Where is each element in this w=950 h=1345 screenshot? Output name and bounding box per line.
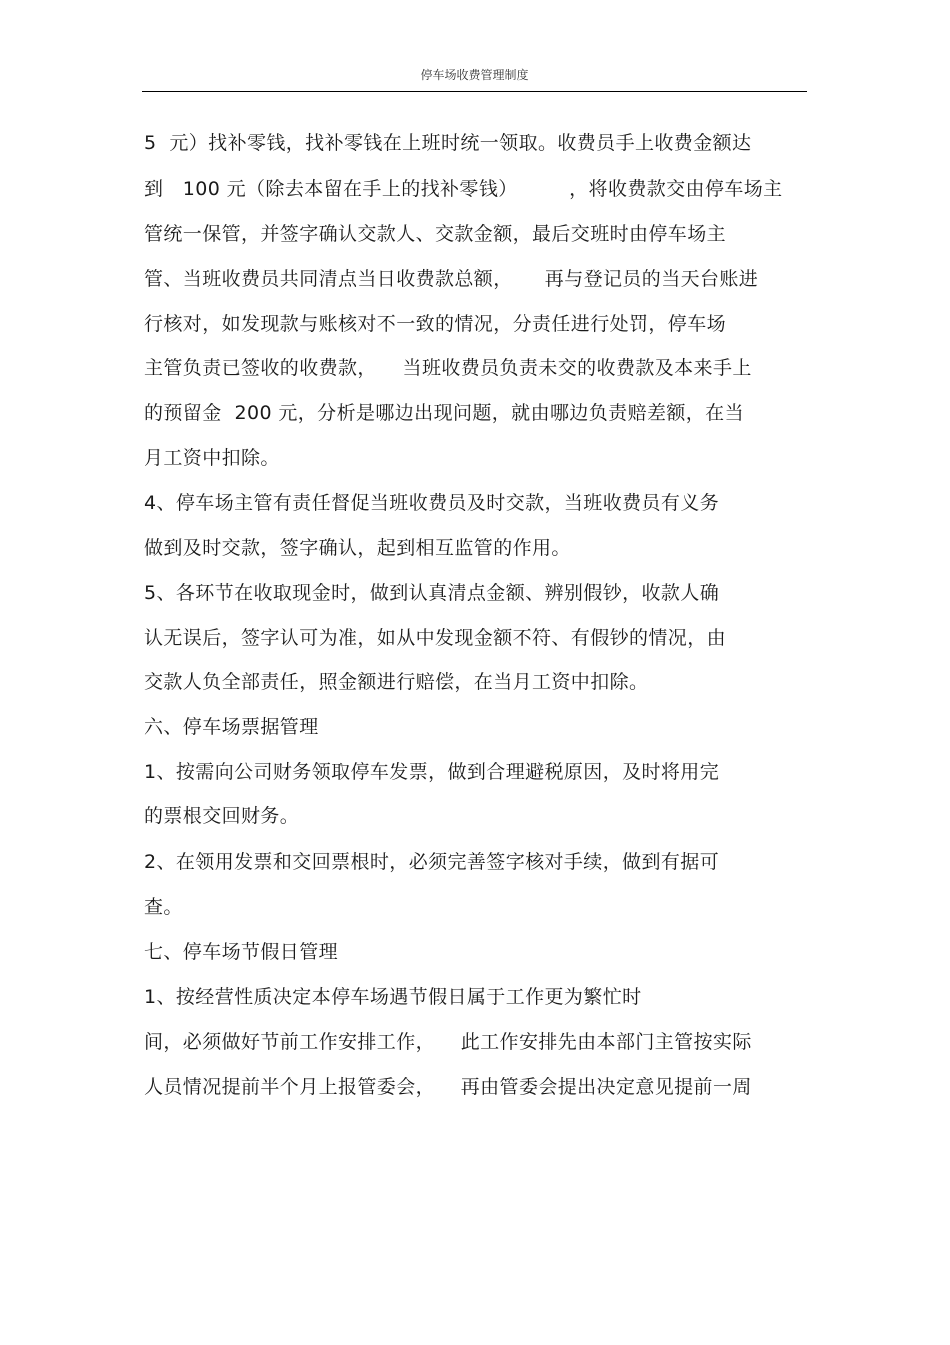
text-line: 5 元）找补零钱，找补零钱在上班时统一领取。收费员手上收费金额达 <box>144 132 752 154</box>
text-line: 1、按经营性质决定本停车场遇节假日属于工作更为繁忙时 <box>144 986 642 1008</box>
text-line: 交款人负全部责任，照金额进行赔偿，在当月工资中扣除。 <box>144 671 649 693</box>
text-line: 行核对，如发现款与账核对不一致的情况，分责任进行处罚，停车场 <box>144 313 727 335</box>
page-header: 停车场收费管理制度 <box>420 68 529 82</box>
text-line: 管、当班收费员共同清点当日收费款总额， 再与登记员的当天台账进 <box>144 268 759 290</box>
text-line: 管统一保管，并签字确认交款人、交款金额，最后交班时由停车场主 <box>144 223 727 245</box>
text-line: 间，必须做好节前工作安排工作， 此工作安排先由本部门主管按实际 <box>144 1031 752 1053</box>
text-line: 人员情况提前半个月上报管委会， 再由管委会提出决定意见提前一周 <box>144 1076 752 1098</box>
text-line: 2、在领用发票和交回票根时，必须完善签字核对手续，做到有据可 <box>144 851 720 873</box>
text-line: 月工资中扣除。 <box>144 447 280 469</box>
text-line: 5、各环节在收取现金时，做到认真清点金额、辨别假钞，收款人确 <box>144 582 720 604</box>
text-line: 主管负责已签收的收费款， 当班收费员负责未交的收费款及本来手上 <box>144 357 752 379</box>
text-line: 4、停车场主管有责任督促当班收费员及时交款，当班收费员有义务 <box>144 492 720 514</box>
section-heading: 六、停车场票据管理 <box>144 716 319 738</box>
text-line: 查。 <box>144 896 183 918</box>
text-line: 1、按需向公司财务领取停车发票，做到合理避税原因，及时将用完 <box>144 761 720 783</box>
text-line: 的票根交回财务。 <box>144 805 300 827</box>
section-heading: 七、停车场节假日管理 <box>144 941 339 963</box>
text-line: 做到及时交款，签字确认，起到相互监管的作用。 <box>144 537 571 559</box>
text-line: 到 100 元（除去本留在手上的找补零钱） ，将收费款交由停车场主 <box>144 178 783 200</box>
header-divider <box>142 91 807 92</box>
text-line: 认无误后，签字认可为准，如从中发现金额不符、有假钞的情况，由 <box>144 627 727 649</box>
text-line: 的预留金 200 元，分析是哪边出现问题，就由哪边负责赔差额，在当 <box>144 402 744 424</box>
